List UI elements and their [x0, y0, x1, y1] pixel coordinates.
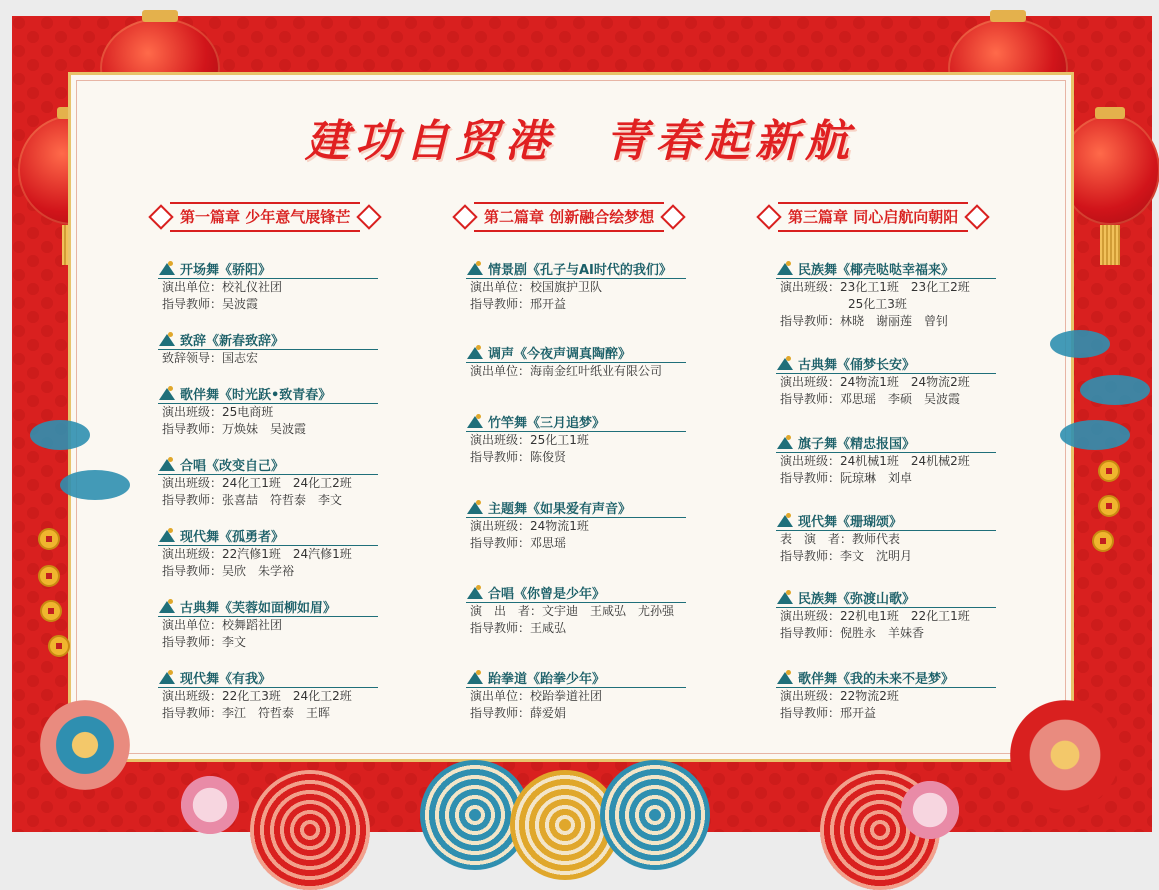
coin-icon [1092, 530, 1114, 552]
mountain-icon [158, 457, 176, 471]
mountain-icon [466, 345, 484, 359]
program-header [158, 258, 378, 279]
program-title: 歌伴舞《我的未来不是梦》 [798, 671, 955, 687]
diamond-icon [357, 204, 382, 229]
program-header [466, 667, 686, 688]
program-item [158, 329, 378, 367]
program-detail: 25化工3班 [848, 297, 907, 311]
mountain-icon [158, 599, 176, 613]
mountain-icon [776, 513, 794, 527]
program-detail: 指导教师：李文 [162, 635, 247, 649]
program-title: 古典舞《俑梦长安》 [798, 357, 916, 373]
program-item [158, 383, 378, 438]
program-detail: 指导教师：阮琼琳 刘卓 [780, 471, 913, 485]
program-title: 民族舞《弥渡山歌》 [798, 591, 916, 607]
wave-decoration [250, 770, 370, 890]
program-title: 旗子舞《精忠报国》 [798, 436, 916, 452]
coin-icon [40, 600, 62, 622]
program-detail: 指导教师：王咸弘 [470, 621, 567, 635]
program-header [466, 582, 686, 603]
program-detail: 指导教师：张喜喆 符哲泰 李文 [162, 493, 343, 507]
program-detail: 指导教师：李文 沈明月 [780, 549, 913, 563]
mountain-icon [776, 356, 794, 370]
chapter-heading-3 [760, 202, 986, 232]
program-item [776, 667, 996, 722]
program-item [776, 432, 996, 487]
program-title: 开场舞《骄阳》 [180, 262, 272, 278]
coin-icon [38, 528, 60, 550]
program-detail: 演出班级：24机械1班 24机械2班 [780, 454, 970, 468]
program-header [466, 497, 686, 518]
program-item [158, 525, 378, 580]
program-header [776, 667, 996, 688]
program-title: 合唱《你曾是少年》 [488, 586, 606, 602]
program-detail: 演出班级：22物流2班 [780, 689, 899, 703]
program-header [466, 258, 686, 279]
program-title: 现代舞《有我》 [180, 671, 272, 687]
pine-icon [1060, 420, 1130, 450]
program-item [466, 258, 686, 313]
program-item [158, 596, 378, 651]
program-detail: 指导教师：吴欣 朱学裕 [162, 564, 295, 578]
program-detail: 演 出 者：文宇迪 王咸弘 尤孙强 [470, 604, 675, 618]
mountain-icon [466, 414, 484, 428]
program-header [158, 383, 378, 404]
program-title: 调声《今夜声调真陶醉》 [488, 346, 632, 362]
program-detail: 指导教师：倪胜永 羊妹香 [780, 626, 925, 640]
program-title: 歌伴舞《时光跃•致青春》 [180, 387, 332, 403]
program-title: 情景剧《孔子与AI时代的我们》 [488, 262, 672, 278]
program-detail: 演出班级：24物流1班 24物流2班 [780, 375, 970, 389]
program-detail: 指导教师：薛爱娟 [470, 706, 567, 720]
program-title: 合唱《改变自己》 [180, 458, 285, 474]
program-detail: 指导教师：邓思瑶 [470, 536, 567, 550]
program-detail: 指导教师：陈俊贤 [470, 450, 567, 464]
pine-icon [1080, 375, 1150, 405]
mountain-icon [466, 670, 484, 684]
program-item [466, 582, 686, 637]
program-item [776, 353, 996, 408]
diamond-icon [661, 204, 686, 229]
program-detail: 指导教师：林晓 谢丽莲 曾钊 [780, 314, 949, 328]
flower-icon [900, 780, 960, 840]
program-detail: 演出班级：22化工3班 24化工2班 [162, 689, 352, 703]
pine-icon [60, 470, 130, 500]
chapter-heading-1 [152, 202, 378, 232]
program-detail: 演出单位：校礼仪社团 [162, 280, 283, 294]
program-title: 跆拳道《跆拳少年》 [488, 671, 606, 687]
coin-icon [1098, 460, 1120, 482]
pine-icon [30, 420, 90, 450]
program-header [158, 329, 378, 350]
flower-icon [1010, 700, 1120, 810]
flower-icon [40, 700, 130, 790]
program-detail: 指导教师：邢开益 [470, 297, 567, 311]
mountain-icon [158, 386, 176, 400]
chapter-heading-2 [456, 202, 682, 232]
program-header [776, 587, 996, 608]
program-title: 现代舞《珊瑚颂》 [798, 514, 903, 530]
program-item [158, 258, 378, 313]
program-item [776, 510, 996, 565]
program-header [158, 454, 378, 475]
program-header [158, 525, 378, 546]
program-header [466, 342, 686, 363]
program-title: 民族舞《椰壳哒哒幸福来》 [798, 262, 955, 278]
coin-icon [1098, 495, 1120, 517]
program-detail: 演出班级：24化工1班 24化工2班 [162, 476, 352, 490]
mountain-icon [776, 590, 794, 604]
mountain-icon [466, 585, 484, 599]
program-detail: 演出班级：23化工1班 23化工2班 [780, 280, 970, 294]
program-item [158, 454, 378, 509]
mountain-icon [776, 261, 794, 275]
chapter-heading-label: 第一篇章 少年意气展锋芒 [170, 202, 360, 232]
diamond-icon [965, 204, 990, 229]
program-detail: 演出单位：海南金红叶纸业有限公司 [470, 364, 663, 378]
program-detail: 演出班级：25电商班 [162, 405, 274, 419]
mountain-icon [466, 500, 484, 514]
chapter-heading-label: 第二篇章 创新融合绘梦想 [474, 202, 664, 232]
program-detail: 演出班级：25化工1班 [470, 433, 589, 447]
program-header [158, 667, 378, 688]
wave-decoration [600, 760, 710, 870]
program-detail: 演出单位：校跆拳道社团 [470, 689, 603, 703]
program-detail: 表 演 者：教师代表 [780, 532, 901, 546]
mountain-icon [776, 435, 794, 449]
page-title: 建功自贸港 青春起新航 [305, 116, 855, 167]
program-item [466, 342, 686, 380]
program-detail: 指导教师：李江 符哲泰 王晖 [162, 706, 331, 720]
chapter-heading-label: 第三篇章 同心启航向朝阳 [778, 202, 968, 232]
program-item [466, 497, 686, 552]
program-header [776, 432, 996, 453]
pine-icon [1050, 330, 1110, 358]
program-detail: 演出单位：校国旗护卫队 [470, 280, 603, 294]
program-header [158, 596, 378, 617]
program-item [158, 667, 378, 722]
program-title: 竹竿舞《三月追梦》 [488, 415, 606, 431]
program-header [776, 510, 996, 531]
program-title: 现代舞《孤勇者》 [180, 529, 285, 545]
program-detail: 演出班级：24物流1班 [470, 519, 589, 533]
program-detail: 指导教师：邓思瑶 李硕 吴波霞 [780, 392, 961, 406]
program-header [776, 258, 996, 279]
program-item [776, 587, 996, 642]
program-header [776, 353, 996, 374]
program-title: 古典舞《芙蓉如面柳如眉》 [180, 600, 337, 616]
program-detail: 致辞领导：国志宏 [162, 351, 259, 365]
program-header [466, 411, 686, 432]
mountain-icon [158, 670, 176, 684]
program-detail: 演出班级：22机电1班 22化工1班 [780, 609, 970, 623]
program-item [466, 667, 686, 722]
mountain-icon [466, 261, 484, 275]
program-detail: 演出班级：22汽修1班 24汽修1班 [162, 547, 352, 561]
program-title: 主题舞《如果爱有声音》 [488, 501, 632, 517]
mountain-icon [158, 261, 176, 275]
program-title: 致辞《新春致辞》 [180, 333, 285, 349]
program-detail: 演出单位：校舞蹈社团 [162, 618, 283, 632]
lantern-icon [1060, 115, 1159, 225]
program-detail: 指导教师：万焕妹 吴波霞 [162, 422, 307, 436]
mountain-icon [776, 670, 794, 684]
coin-icon [38, 565, 60, 587]
program-item [776, 258, 996, 330]
mountain-icon [158, 528, 176, 542]
program-item [466, 411, 686, 466]
coin-icon [48, 635, 70, 657]
flower-icon [180, 775, 240, 835]
program-detail: 指导教师：邢开益 [780, 706, 877, 720]
program-detail: 指导教师：吴波霞 [162, 297, 259, 311]
mountain-icon [158, 332, 176, 346]
